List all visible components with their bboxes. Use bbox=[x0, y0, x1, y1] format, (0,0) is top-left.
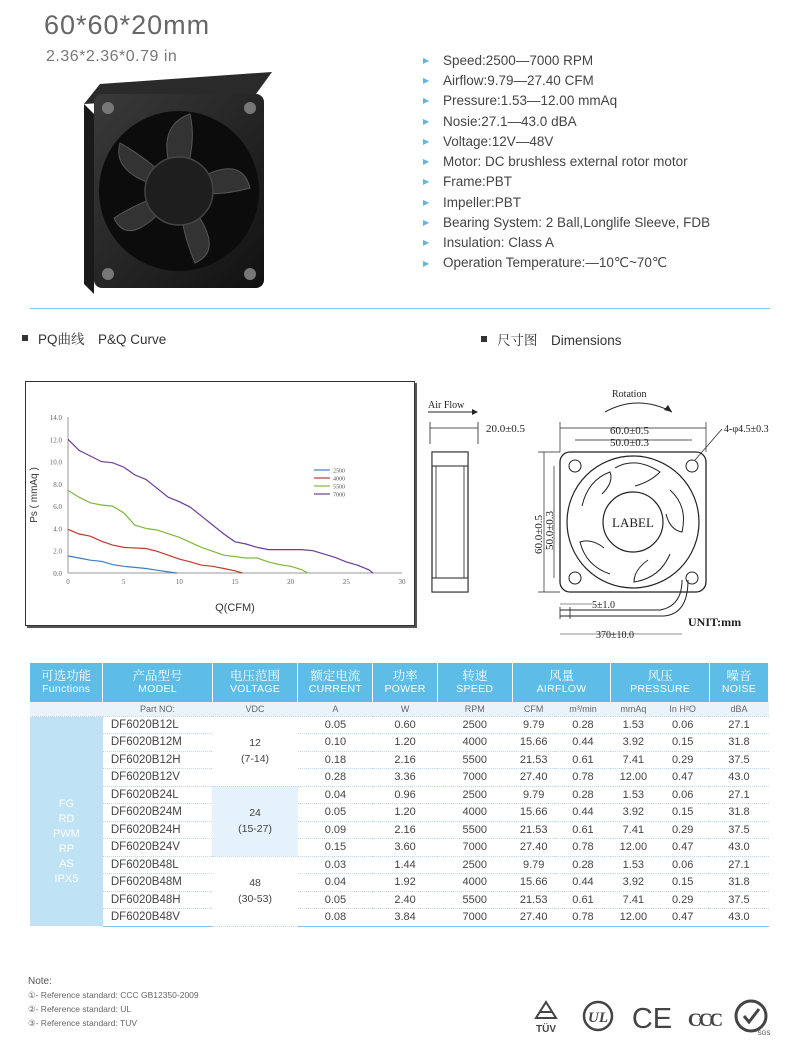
y-tick-label: 4.0 bbox=[53, 525, 62, 534]
model-cell: DF6020B48M bbox=[103, 874, 212, 892]
value-cell: 0.78 bbox=[555, 909, 611, 927]
value-cell: 2.16 bbox=[373, 751, 437, 769]
value-cell: 2.16 bbox=[373, 821, 437, 839]
x-tick-label: 30 bbox=[398, 578, 406, 586]
value-cell: 31.8 bbox=[709, 734, 768, 752]
model-cell: DF6020B24V bbox=[103, 839, 212, 857]
value-cell: 1.53 bbox=[611, 856, 656, 874]
bullet-triangle-icon: ▶ bbox=[423, 197, 430, 207]
spec-item: ▶ Insulation: Class A bbox=[423, 235, 555, 251]
voltage-cell: 12 (7-14) bbox=[212, 716, 298, 786]
x-tick-label: 5 bbox=[121, 578, 126, 586]
value-cell: 2.40 bbox=[373, 891, 437, 909]
value-cell: 0.44 bbox=[555, 874, 611, 892]
spec-item: ▶ Nosie:27.1—43.0 dBA bbox=[423, 113, 577, 129]
legend-label: 7000 bbox=[333, 492, 345, 499]
mounting-holes-dimension: 4-φ4.5±0.3 bbox=[724, 424, 769, 435]
bullet-triangle-icon: ▶ bbox=[423, 177, 430, 187]
lead-wire bbox=[560, 580, 682, 610]
table-row bbox=[30, 786, 769, 804]
series-line-7000 bbox=[68, 439, 373, 573]
table-row bbox=[30, 804, 769, 822]
model-cell: DF6020B48V bbox=[103, 909, 212, 927]
value-cell: 4000 bbox=[437, 734, 512, 752]
value-cell: 3.36 bbox=[373, 769, 437, 787]
value-cell: 3.92 bbox=[611, 734, 656, 752]
square-bullet-icon bbox=[481, 336, 487, 342]
value-cell: 0.96 bbox=[373, 786, 437, 804]
value-cell: 43.0 bbox=[709, 839, 768, 857]
bullet-triangle-icon: ▶ bbox=[423, 218, 430, 228]
value-cell: 0.06 bbox=[656, 786, 710, 804]
x-tick-label: 0 bbox=[66, 578, 70, 586]
spec-item: ▶ Frame:PBT bbox=[423, 174, 513, 190]
product-size-title: 60*60*20mm bbox=[44, 10, 211, 40]
legend-label: 5500 bbox=[333, 484, 345, 491]
value-cell: 0.61 bbox=[555, 821, 611, 839]
air-flow-label: Air Flow bbox=[428, 400, 465, 411]
value-cell: 1.53 bbox=[611, 786, 656, 804]
bullet-triangle-icon: ▶ bbox=[423, 96, 430, 106]
x-tick-label: 20 bbox=[287, 578, 295, 586]
value-cell: 1.44 bbox=[373, 856, 437, 874]
y-tick-label: 2.0 bbox=[53, 547, 62, 556]
value-cell: 0.15 bbox=[656, 804, 710, 822]
header-noise: 噪音 NOISE bbox=[709, 663, 768, 702]
table-row bbox=[30, 734, 769, 752]
y-tick-label: 6.0 bbox=[53, 503, 62, 512]
model-cell: DF6020B12V bbox=[103, 769, 212, 787]
value-cell: 27.1 bbox=[709, 786, 768, 804]
value-cell: 0.10 bbox=[298, 734, 373, 752]
bullet-triangle-icon: ▶ bbox=[423, 157, 430, 167]
value-cell: 21.53 bbox=[512, 751, 555, 769]
value-cell: 0.44 bbox=[555, 804, 611, 822]
rotation-arrow-icon bbox=[605, 403, 672, 412]
value-cell: 4000 bbox=[437, 804, 512, 822]
value-cell: 27.40 bbox=[512, 769, 555, 787]
value-cell: 1.20 bbox=[373, 734, 437, 752]
value-cell: 0.29 bbox=[656, 891, 710, 909]
rotation-label: Rotation bbox=[612, 389, 647, 400]
value-cell: 27.40 bbox=[512, 839, 555, 857]
spec-item: ▶ Bearing System: 2 Ball,Longlife Sleeve, FDB bbox=[423, 215, 711, 231]
model-cell: DF6020B12H bbox=[103, 751, 212, 769]
x-tick-label: 25 bbox=[342, 578, 350, 586]
value-cell: 0.61 bbox=[555, 751, 611, 769]
y-axis-label: Ps ( mmAq ) bbox=[29, 467, 40, 523]
spec-item: ▶ Impeller:PBT bbox=[423, 194, 522, 210]
value-cell: 0.03 bbox=[298, 856, 373, 874]
value-cell: 0.29 bbox=[656, 751, 710, 769]
value-cell: 0.28 bbox=[298, 769, 373, 787]
value-cell: 12.00 bbox=[611, 769, 656, 787]
tuv-cert-icon bbox=[526, 998, 566, 1038]
functions-cell bbox=[30, 716, 103, 926]
width-hole-dimension: 50.0±0.3 bbox=[610, 437, 650, 449]
pq-chart-svg bbox=[26, 382, 416, 627]
sgs-cert-icon bbox=[732, 998, 772, 1038]
width-outer-dimension: 60.0±0.5 bbox=[610, 425, 650, 437]
value-cell: 15.66 bbox=[512, 804, 555, 822]
svg-text:UL: UL bbox=[588, 1010, 608, 1026]
value-cell: 31.8 bbox=[709, 804, 768, 822]
function-option: PWM bbox=[52, 827, 80, 840]
bullet-triangle-icon: ▶ bbox=[423, 75, 430, 85]
dimension-drawing bbox=[420, 382, 792, 647]
table-row bbox=[30, 821, 769, 839]
function-option: AS bbox=[59, 857, 74, 870]
x-tick-label: 10 bbox=[175, 578, 183, 586]
value-cell: 0.06 bbox=[656, 856, 710, 874]
table-row bbox=[30, 909, 769, 927]
fan-photo bbox=[80, 58, 280, 298]
spec-table bbox=[30, 663, 769, 927]
model-cell: DF6020B12M bbox=[103, 734, 212, 752]
value-cell: 37.5 bbox=[709, 891, 768, 909]
value-cell: 37.5 bbox=[709, 821, 768, 839]
value-cell: 37.5 bbox=[709, 751, 768, 769]
model-cell: DF6020B24M bbox=[103, 804, 212, 822]
value-cell: 1.53 bbox=[611, 716, 656, 734]
model-cell: DF6020B48H bbox=[103, 891, 212, 909]
y-tick-label: 8.0 bbox=[53, 480, 62, 489]
header-voltage: 电压范围 VOLTAGE bbox=[212, 663, 298, 702]
value-cell: 0.60 bbox=[373, 716, 437, 734]
model-cell: DF6020B24L bbox=[103, 786, 212, 804]
value-cell: 0.05 bbox=[298, 716, 373, 734]
value-cell: 7000 bbox=[437, 839, 512, 857]
pq-chart bbox=[25, 381, 415, 626]
wire-strip-dimension: 5±1.0 bbox=[592, 600, 615, 611]
x-axis-label: Q(CFM) bbox=[215, 602, 255, 614]
value-cell: 43.0 bbox=[709, 909, 768, 927]
value-cell: 9.79 bbox=[512, 716, 555, 734]
table-row bbox=[30, 751, 769, 769]
value-cell: 15.66 bbox=[512, 734, 555, 752]
value-cell: 9.79 bbox=[512, 856, 555, 874]
value-cell: 0.15 bbox=[656, 734, 710, 752]
value-cell: 0.15 bbox=[298, 839, 373, 857]
pq-curve-heading: PQ曲线 P&Q Curve bbox=[22, 328, 166, 348]
value-cell: 3.84 bbox=[373, 909, 437, 927]
value-cell: 0.78 bbox=[555, 769, 611, 787]
y-tick-label: 0.0 bbox=[53, 570, 62, 578]
spec-item: ▶ Speed:2500—7000 RPM bbox=[423, 52, 594, 68]
note-item: ①- Reference standard: CCC GB12350-2009 bbox=[28, 990, 199, 1000]
x-tick-label: 15 bbox=[231, 578, 239, 586]
value-cell: 21.53 bbox=[512, 821, 555, 839]
table-row bbox=[30, 856, 769, 874]
wire-length-dimension: 370±10.0 bbox=[596, 630, 634, 641]
value-cell: 0.44 bbox=[555, 734, 611, 752]
value-cell: 27.1 bbox=[709, 716, 768, 734]
header-power: 功率 POWER bbox=[373, 663, 437, 702]
model-cell: DF6020B48L bbox=[103, 856, 212, 874]
product-size-inches: 2.36*2.36*0.79 in bbox=[46, 48, 178, 65]
value-cell: 7000 bbox=[437, 769, 512, 787]
value-cell: 1.92 bbox=[373, 874, 437, 892]
value-cell: 0.09 bbox=[298, 821, 373, 839]
header-functions: 可选功能 Functions bbox=[30, 663, 103, 702]
value-cell: 5500 bbox=[437, 751, 512, 769]
height-hole-dimension: 50.0±0.3 bbox=[544, 510, 556, 550]
bullet-triangle-icon: ▶ bbox=[423, 55, 430, 65]
value-cell: 0.18 bbox=[298, 751, 373, 769]
header-speed: 转速 SPEED bbox=[437, 663, 512, 702]
spec-item: ▶ Operation Temperature:—10℃~70℃ bbox=[423, 255, 668, 271]
value-cell: 9.79 bbox=[512, 786, 555, 804]
note-item: ②- Reference standard: UL bbox=[28, 1004, 132, 1014]
value-cell: 2500 bbox=[437, 786, 512, 804]
value-cell: 0.28 bbox=[555, 856, 611, 874]
hub-label: LABEL bbox=[612, 515, 654, 530]
voltage-cell: 48 (30-53) bbox=[212, 856, 298, 926]
unit-label: UNIT:mm bbox=[688, 615, 742, 629]
function-option: RP bbox=[58, 842, 75, 855]
spec-item: ▶ Voltage:12V—48V bbox=[423, 133, 554, 149]
model-cell: DF6020B24H bbox=[103, 821, 212, 839]
y-tick-label: 10.0 bbox=[49, 458, 62, 467]
svg-text:CE: CE bbox=[631, 1003, 673, 1035]
spec-item: ▶ Pressure:1.53—12.00 mmAq bbox=[423, 93, 618, 109]
ccc-cert-icon bbox=[684, 998, 724, 1038]
bullet-triangle-icon: ▶ bbox=[423, 258, 430, 268]
value-cell: 0.47 bbox=[656, 769, 710, 787]
side-view-frame bbox=[432, 452, 468, 592]
value-cell: 0.47 bbox=[656, 839, 710, 857]
y-tick-label: 12.0 bbox=[49, 436, 62, 445]
table-row bbox=[30, 839, 769, 857]
value-cell: 27.40 bbox=[512, 909, 555, 927]
spec-list bbox=[423, 50, 710, 273]
value-cell: 0.06 bbox=[656, 716, 710, 734]
value-cell: 5500 bbox=[437, 891, 512, 909]
value-cell: 5500 bbox=[437, 821, 512, 839]
series-line-5500 bbox=[68, 490, 308, 573]
header-current: 额定电流 CURRENT bbox=[298, 663, 373, 702]
value-cell: 15.66 bbox=[512, 874, 555, 892]
depth-dimension: 20.0±0.5 bbox=[486, 423, 526, 435]
value-cell: 2500 bbox=[437, 716, 512, 734]
value-cell: 0.05 bbox=[298, 891, 373, 909]
series-line-4000 bbox=[68, 529, 242, 573]
table-row bbox=[30, 874, 769, 892]
legend-label: 4000 bbox=[333, 476, 345, 483]
value-cell: 0.28 bbox=[555, 716, 611, 734]
value-cell: 21.53 bbox=[512, 891, 555, 909]
value-cell: 0.78 bbox=[555, 839, 611, 857]
table-row bbox=[30, 769, 769, 787]
spec-item: ▶ Airflow:9.79—27.40 CFM bbox=[423, 72, 594, 88]
header-airflow: 风量 AIRFLOW bbox=[512, 663, 611, 702]
value-cell: 0.05 bbox=[298, 804, 373, 822]
value-cell: 3.92 bbox=[611, 874, 656, 892]
note-item: ③- Reference standard: TUV bbox=[28, 1018, 138, 1028]
table-header-row bbox=[30, 663, 769, 702]
value-cell: 3.92 bbox=[611, 804, 656, 822]
svg-text:CCC: CCC bbox=[687, 1010, 721, 1031]
value-cell: 3.60 bbox=[373, 839, 437, 857]
value-cell: 27.1 bbox=[709, 856, 768, 874]
value-cell: 0.04 bbox=[298, 874, 373, 892]
section-divider bbox=[30, 308, 770, 309]
svg-text:SGS: SGS bbox=[757, 1031, 771, 1037]
value-cell: 12.00 bbox=[611, 909, 656, 927]
units-row: Part NO: VDC A W RPM CFM m³/min mmAq In H²O dBA bbox=[30, 702, 769, 716]
value-cell: 7000 bbox=[437, 909, 512, 927]
spec-item: ▶ Motor: DC brushless external rotor motor bbox=[423, 154, 688, 170]
legend-label: 2500 bbox=[333, 468, 345, 475]
function-option: FG bbox=[58, 797, 75, 810]
bullet-triangle-icon: ▶ bbox=[423, 136, 430, 146]
model-cell: DF6020B12L bbox=[103, 716, 212, 734]
value-cell: 4000 bbox=[437, 874, 512, 892]
value-cell: 0.04 bbox=[298, 786, 373, 804]
dimensions-heading: 尺寸图 Dimensions bbox=[481, 329, 622, 349]
value-cell: 0.28 bbox=[555, 786, 611, 804]
value-cell: 43.0 bbox=[709, 769, 768, 787]
value-cell: 0.61 bbox=[555, 891, 611, 909]
ce-cert-icon bbox=[630, 998, 674, 1038]
series-line-2500 bbox=[68, 556, 177, 573]
bullet-triangle-icon: ▶ bbox=[423, 238, 430, 248]
y-tick-label: 14.0 bbox=[49, 414, 62, 422]
value-cell: 0.29 bbox=[656, 821, 710, 839]
ul-cert-icon bbox=[580, 998, 616, 1038]
table-row bbox=[30, 716, 769, 734]
function-option: IPX5 bbox=[54, 872, 79, 885]
value-cell: 2500 bbox=[437, 856, 512, 874]
height-outer-dimension: 60.0±0.5 bbox=[533, 514, 545, 554]
value-cell: 7.41 bbox=[611, 751, 656, 769]
value-cell: 0.47 bbox=[656, 909, 710, 927]
voltage-cell: 24 (15-27) bbox=[212, 786, 298, 856]
header-pressure: 风压 PRESSURE bbox=[611, 663, 710, 702]
value-cell: 0.15 bbox=[656, 874, 710, 892]
notes-title: Note: bbox=[28, 976, 52, 987]
value-cell: 0.08 bbox=[298, 909, 373, 927]
value-cell: 31.8 bbox=[709, 874, 768, 892]
value-cell: 1.20 bbox=[373, 804, 437, 822]
header-model: 产品型号 MODEL bbox=[103, 663, 212, 702]
table-row bbox=[30, 891, 769, 909]
square-bullet-icon bbox=[22, 335, 28, 341]
bullet-triangle-icon: ▶ bbox=[423, 116, 430, 126]
function-option: RD bbox=[58, 812, 75, 825]
value-cell: 7.41 bbox=[611, 821, 656, 839]
svg-text:TÜV: TÜV bbox=[536, 1024, 556, 1035]
value-cell: 12.00 bbox=[611, 839, 656, 857]
value-cell: 7.41 bbox=[611, 891, 656, 909]
notes bbox=[28, 976, 199, 1029]
